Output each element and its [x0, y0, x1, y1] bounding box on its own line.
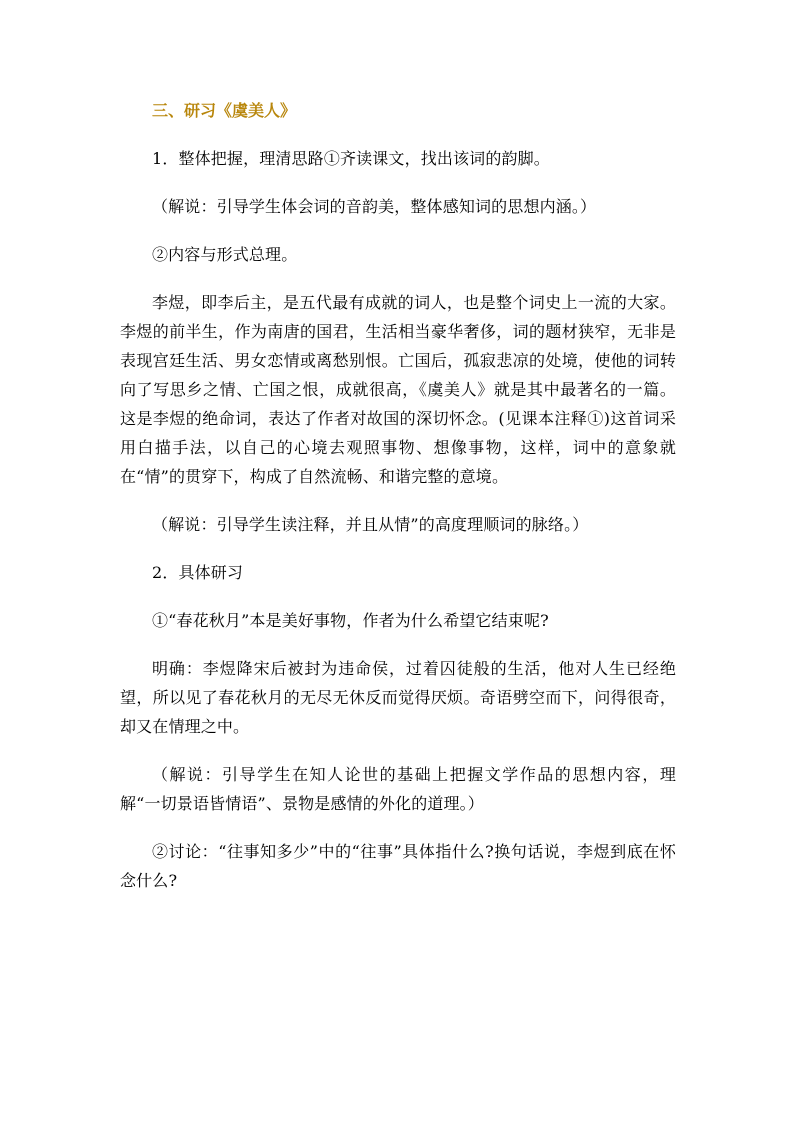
document-page: [120, 97, 676, 914]
paragraph-question-1: ①“春花秋月”本是美好事物，作者为什么希望它结束呢?: [152, 611, 549, 630]
section-heading: 三、研习《虞美人》: [152, 101, 297, 120]
paragraph-specific-study: 2．具体研习: [152, 563, 244, 582]
paragraph-li-yu-intro: 李煜，即李后主，是五代最有成就的词人，也是整个词史上一流的大家。李煜的前半生，作为南唐的国君，生活相当豪华奢侈，词的题材狭窄，无非是表现宫廷生活、男女恋情或离愁别恨。亡国后，孤寂悲凉的处境，使他的词转向了写思乡之情、亡国之恨，成就很高，《虞美人》就是其中最著名的一篇。这是李煜的绝命词，表达了作者对故国的深切怀念。(见课本注释①)这首词采用白描手法，以自己的心境去观照事物、想像事物，这样，词中的意象就在“情”的贯穿下，构成了自然流畅、和谐完整的意境。: [120, 293, 676, 486]
paragraph-content-form: ②内容与形式总理。: [152, 245, 298, 264]
paragraph-answer-1: 明确：李煜降宋后被封为违命侯，过着囚徒般的生活，他对人生已经绝望，所以见了春花秋月的无尽无休反而觉得厌烦。奇语劈空而下，问得很奇，却又在情理之中。: [120, 659, 676, 736]
paragraph-overview: 1．整体把握，理清思路①齐读课文，找出该词的韵脚。: [152, 149, 550, 168]
paragraph-discussion: ②讨论：“往事知多少”中的“往事”具体指什么?换句话说，李煜到底在怀念什么?: [120, 842, 676, 890]
paragraph-explanation-1: （解说：引导学生体会词的音韵美，整体感知词的思想内涵。）: [152, 197, 597, 216]
paragraph-explanation-2: （解说：引导学生读注释，并且从情”的高度理顺词的脉络。）: [152, 515, 589, 534]
paragraph-explanation-3: （解说：引导学生在知人论世的基础上把握文学作品的思想内容，理解“一切景语皆情语”、景物是感情的外化的道理。）: [120, 765, 676, 813]
